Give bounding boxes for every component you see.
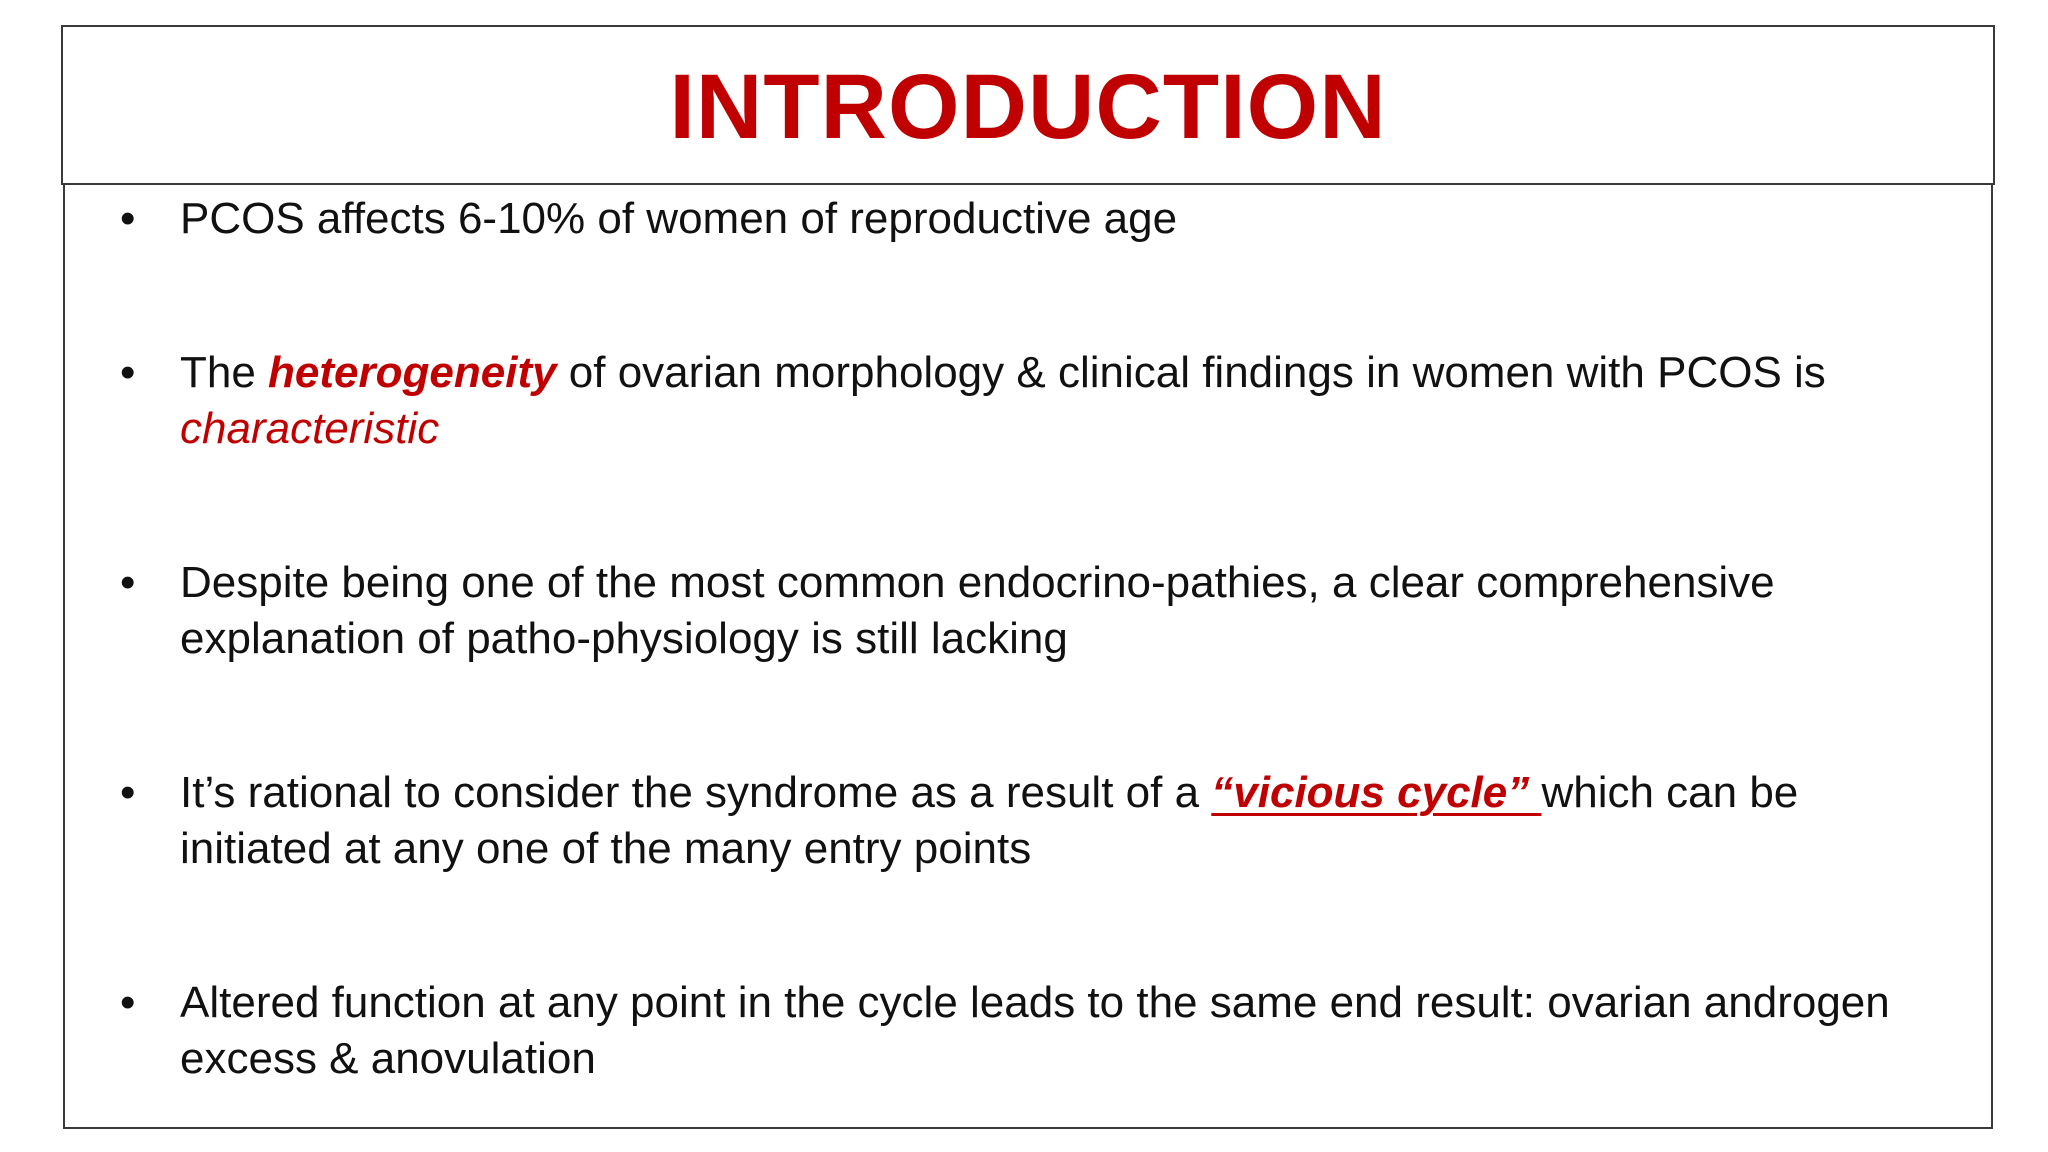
bullet-text xyxy=(180,555,1960,667)
slide-title: INTRODUCTION xyxy=(669,56,1387,158)
bullet-text-part: PCOS affects 6-10% of women of reproductive age xyxy=(180,194,1178,243)
content-box xyxy=(63,185,1993,1129)
bullet-text xyxy=(180,191,1960,247)
bullet-text xyxy=(180,975,1960,1087)
bullet-text-part: of ovarian morphology & clinical findings in women with PCOS is xyxy=(556,348,1826,397)
bullet-dot-icon: • xyxy=(120,558,136,607)
emphasis-characteristic: characteristic xyxy=(180,404,440,453)
bullet-text-part: The xyxy=(180,348,269,397)
bullet-text-part: Altered function at any point in the cycle leads to the same end result: ovarian androgen excess & anovulation xyxy=(180,978,1890,1083)
bullet-item-2 xyxy=(120,345,1960,457)
bullet-text-part: It’s rational to consider the syndrome as a result of a xyxy=(180,768,1212,817)
bullet-dot-icon: • xyxy=(120,194,136,243)
bullet-item-1 xyxy=(120,191,1960,247)
bullet-item-4 xyxy=(120,765,1960,877)
bullet-item-5 xyxy=(120,975,1960,1087)
bullet-item-3 xyxy=(120,555,1960,667)
bullet-dot-icon: • xyxy=(120,768,136,817)
emphasis-vicious-cycle: “vicious cycle” xyxy=(1211,768,1542,817)
bullet-text-part: Despite being one of the most common endocrino-pathies, a clear comprehensive explanation of patho-physiology is still lacking xyxy=(180,558,1775,663)
bullet-text xyxy=(180,345,1960,457)
title-box xyxy=(61,25,1995,185)
emphasis-heterogeneity: heterogeneity xyxy=(268,348,557,397)
bullet-text xyxy=(180,765,1960,877)
bullet-dot-icon: • xyxy=(120,978,136,1027)
bullet-dot-icon: • xyxy=(120,348,136,397)
bullet-text-part: which can be initiated at any one of the many entry points xyxy=(180,768,1799,873)
